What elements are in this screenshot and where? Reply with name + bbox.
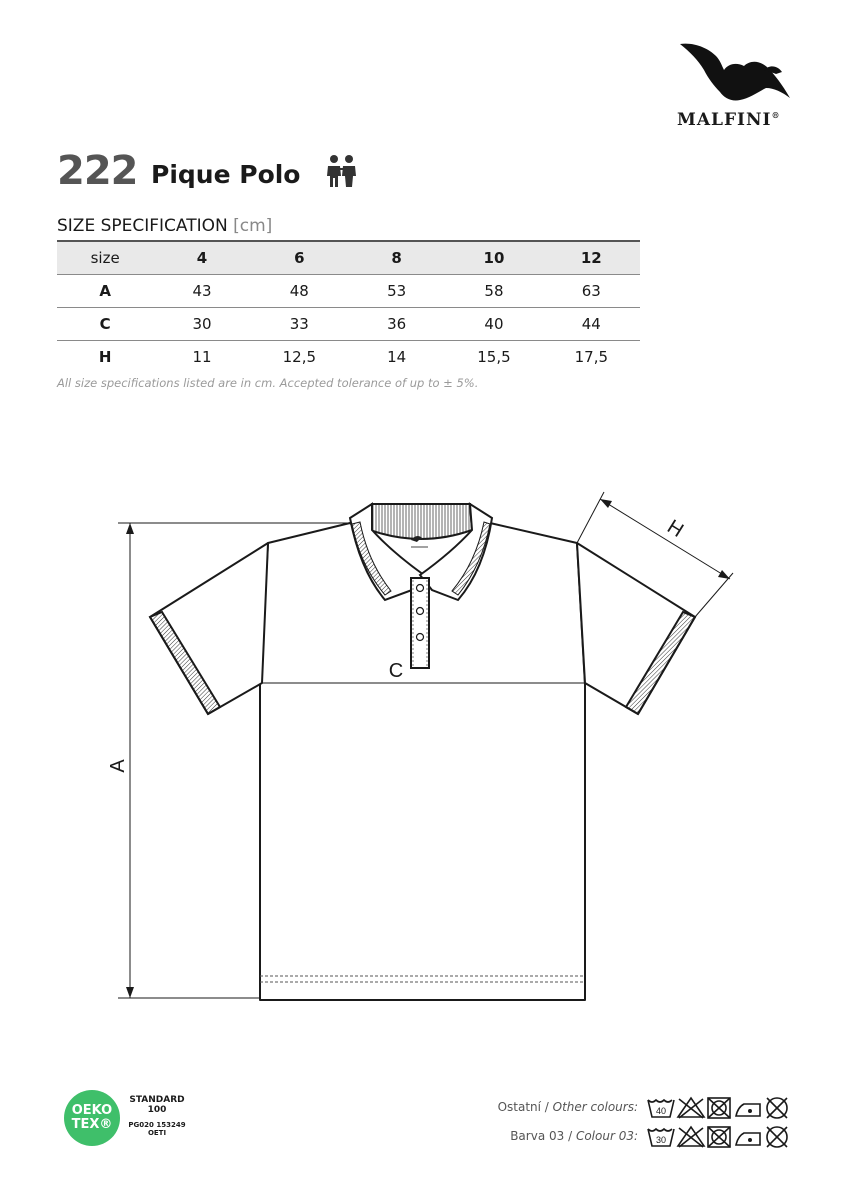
table-cell: 43 bbox=[153, 275, 250, 308]
institute-label: OETI bbox=[147, 1129, 167, 1137]
column-header: size bbox=[57, 241, 153, 275]
button bbox=[417, 608, 424, 615]
table-cell: 53 bbox=[348, 275, 445, 308]
spec-heading-text: SIZE SPECIFICATION bbox=[57, 216, 228, 236]
no-bleach-icon bbox=[678, 1098, 704, 1118]
table-cell: 11 bbox=[192, 348, 212, 366]
column-header: 6 bbox=[251, 241, 348, 275]
no-bleach-icon bbox=[678, 1127, 704, 1147]
arrow-left-icon bbox=[600, 499, 612, 508]
label-h: H bbox=[663, 515, 688, 543]
care-label-other bbox=[398, 1100, 638, 1114]
button bbox=[417, 585, 424, 592]
standard-label: STANDARD bbox=[129, 1095, 185, 1105]
wash-30-icon bbox=[648, 1129, 674, 1146]
table-cell: 58 bbox=[445, 275, 542, 308]
table-cell: 12,5 bbox=[282, 348, 317, 366]
care-label-local: Barva 03 bbox=[510, 1129, 565, 1143]
table-cell: 30 bbox=[153, 308, 250, 341]
arrow-down-icon bbox=[126, 987, 134, 998]
care-label-en: Colour 03: bbox=[575, 1129, 638, 1143]
iron-low-icon bbox=[736, 1133, 760, 1145]
badge-line-2: TEX® bbox=[71, 1117, 113, 1132]
table-cell: 63 bbox=[543, 275, 640, 308]
wash-40-icon bbox=[648, 1100, 674, 1117]
oeko-tex-info bbox=[126, 1095, 188, 1137]
care-label-colour-03 bbox=[398, 1129, 638, 1143]
column-header: 8 bbox=[348, 241, 445, 275]
column-header: 10 bbox=[445, 241, 542, 275]
measure-h-line bbox=[600, 499, 730, 579]
no-tumble-dry-icon bbox=[708, 1127, 730, 1147]
standard-number: 100 bbox=[147, 1105, 167, 1115]
brand-name-text: MALFINI bbox=[677, 110, 772, 130]
table-cell: 15,5 bbox=[477, 348, 511, 366]
table-cell: 48 bbox=[251, 275, 348, 308]
no-dry-clean-icon bbox=[767, 1127, 787, 1147]
row-label: C bbox=[57, 308, 153, 341]
table-cell: 36 bbox=[348, 308, 445, 341]
care-icons-row bbox=[646, 1124, 801, 1150]
table-cell: 14 bbox=[387, 348, 407, 366]
label-a: A bbox=[107, 759, 129, 773]
wash-temp: 40 bbox=[655, 1106, 667, 1116]
no-tumble-dry-icon bbox=[708, 1098, 730, 1118]
certificate-id: PG020 153249 bbox=[128, 1121, 186, 1129]
care-label-local: Ostatní bbox=[497, 1100, 541, 1114]
arrow-up-icon bbox=[126, 523, 134, 534]
product-code: 222 bbox=[57, 148, 138, 194]
table-cell: 40 bbox=[445, 308, 542, 341]
iron-low-icon bbox=[736, 1104, 760, 1116]
column-header: 4 bbox=[153, 241, 250, 275]
registered-mark: ® bbox=[771, 110, 781, 120]
row-label: A bbox=[57, 275, 153, 308]
column-header: 12 bbox=[543, 241, 640, 275]
collar-band bbox=[370, 504, 472, 539]
arrow-right-icon bbox=[718, 570, 730, 579]
tolerance-note: All size specifications listed are in cm. Accepted tolerance of up to ± 5%. bbox=[57, 376, 479, 390]
care-label-en: Other colours: bbox=[552, 1100, 638, 1114]
button bbox=[417, 634, 424, 641]
no-dry-clean-icon bbox=[767, 1098, 787, 1118]
care-icons-row bbox=[646, 1095, 801, 1121]
spec-unit: [cm] bbox=[233, 216, 273, 236]
table-cell: 33 bbox=[251, 308, 348, 341]
care-separator: / bbox=[540, 1100, 553, 1114]
measure-h-ext-1 bbox=[577, 492, 604, 543]
table-cell: 17,5 bbox=[574, 348, 609, 366]
wash-temp: 30 bbox=[655, 1135, 667, 1145]
product-name: Pique Polo bbox=[151, 160, 301, 189]
badge-line-1: OEKO bbox=[71, 1103, 113, 1118]
care-separator: / bbox=[564, 1129, 576, 1143]
table-cell: 44 bbox=[543, 308, 640, 341]
label-c: C bbox=[388, 660, 404, 682]
measure-h-ext-2 bbox=[695, 573, 733, 617]
oeko-tex-badge bbox=[64, 1090, 120, 1146]
row-label: H bbox=[98, 348, 112, 366]
